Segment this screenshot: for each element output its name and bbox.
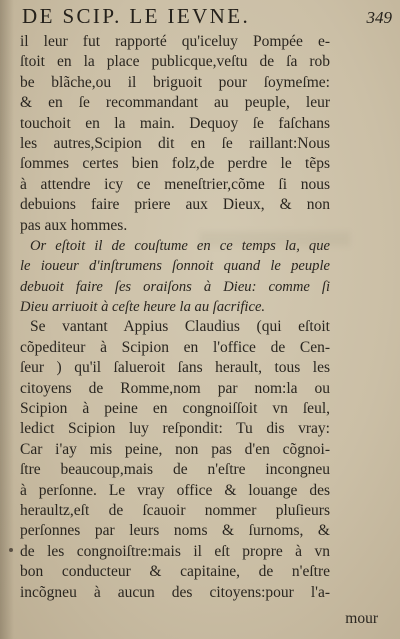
text-line: citoyens de Romme,nom par nom:la ou [20,379,330,397]
text-line: touchoit en la main. Dequoy ſe faſchans [20,114,330,132]
text-line: ſtre beaucoup,mais de n'eſtre incongneu [20,461,330,479]
text-line: ſtoit en la place publicque,veſtu de ſa rob [20,53,330,71]
text-line: incõgneu à aucun des citoyens:pour l'a- [20,583,330,601]
text-line: de les congnoiſtre:mais il eſt propre à vn [20,542,330,560]
text-line: cõpediteur à Scipion en l'office de Cen- [20,338,330,356]
running-title: DE SCIP. LE IEVNE. [22,4,251,28]
text-line: à perſonne. Le vray office & louange des [20,481,330,499]
text-line: Scipion à peine en congnoiſſoit vn ſeul, [20,400,330,418]
text-line: be blãche,ou il briguoit pour ſoymeſme: [20,73,330,91]
text-line: à attendre icy ce meneſtrier,cõme ſi nous [20,175,330,193]
catchword: mour [345,610,378,627]
text-line: les autres,Scipion dit en ſe raillant:Nous [20,134,330,152]
text-line: heraultz,eſt de ſcauoir nommer pluſieurs [20,501,330,519]
text-line: pas aux hommes. [20,216,128,234]
page-number: 349 [366,8,392,27]
text-line: ſommes certes bien folz,de perdre le tẽps [20,155,330,173]
text-line: & en ſe recommandant au peuple, leur [20,94,330,112]
text-line: Car i'ay mis peine, non pas d'en cõgnoi- [20,440,330,458]
text-line: ſeur ) qu'il ſalueroit ſans herault, tous les [20,359,330,377]
text-line: perſonnes par leurs noms & ſurnoms, & [20,522,330,540]
text-line: il leur fut rapporté qu'iceluy Pompée e- [20,33,330,50]
running-head [22,4,394,30]
italic-note-line: Dieu arriuoit à ceſte heure la au ſacrifice. [20,299,266,316]
italic-note-line: debuoit faire ſes oraiſons à Dieu: comme ſi [20,278,330,295]
margin-ink-dot [9,548,13,552]
italic-note-line: Or eſtoit il de couſtume en ce temps la, que [30,237,330,254]
text-line: bon conducteur & capitaine, de n'eſtre [20,563,330,581]
text-line: Se vantant Appius Claudius (qui eſtoit [30,318,330,336]
text-line: debuions faire priere aux Dieux, & non [20,196,330,214]
italic-note-line: le ioueur d'inſtrumens ſonnoit quand le peuple [20,258,330,275]
text-line: ledict Scipion luy reſpondit: Tu dis vray: [20,420,330,438]
text-block [20,32,330,603]
